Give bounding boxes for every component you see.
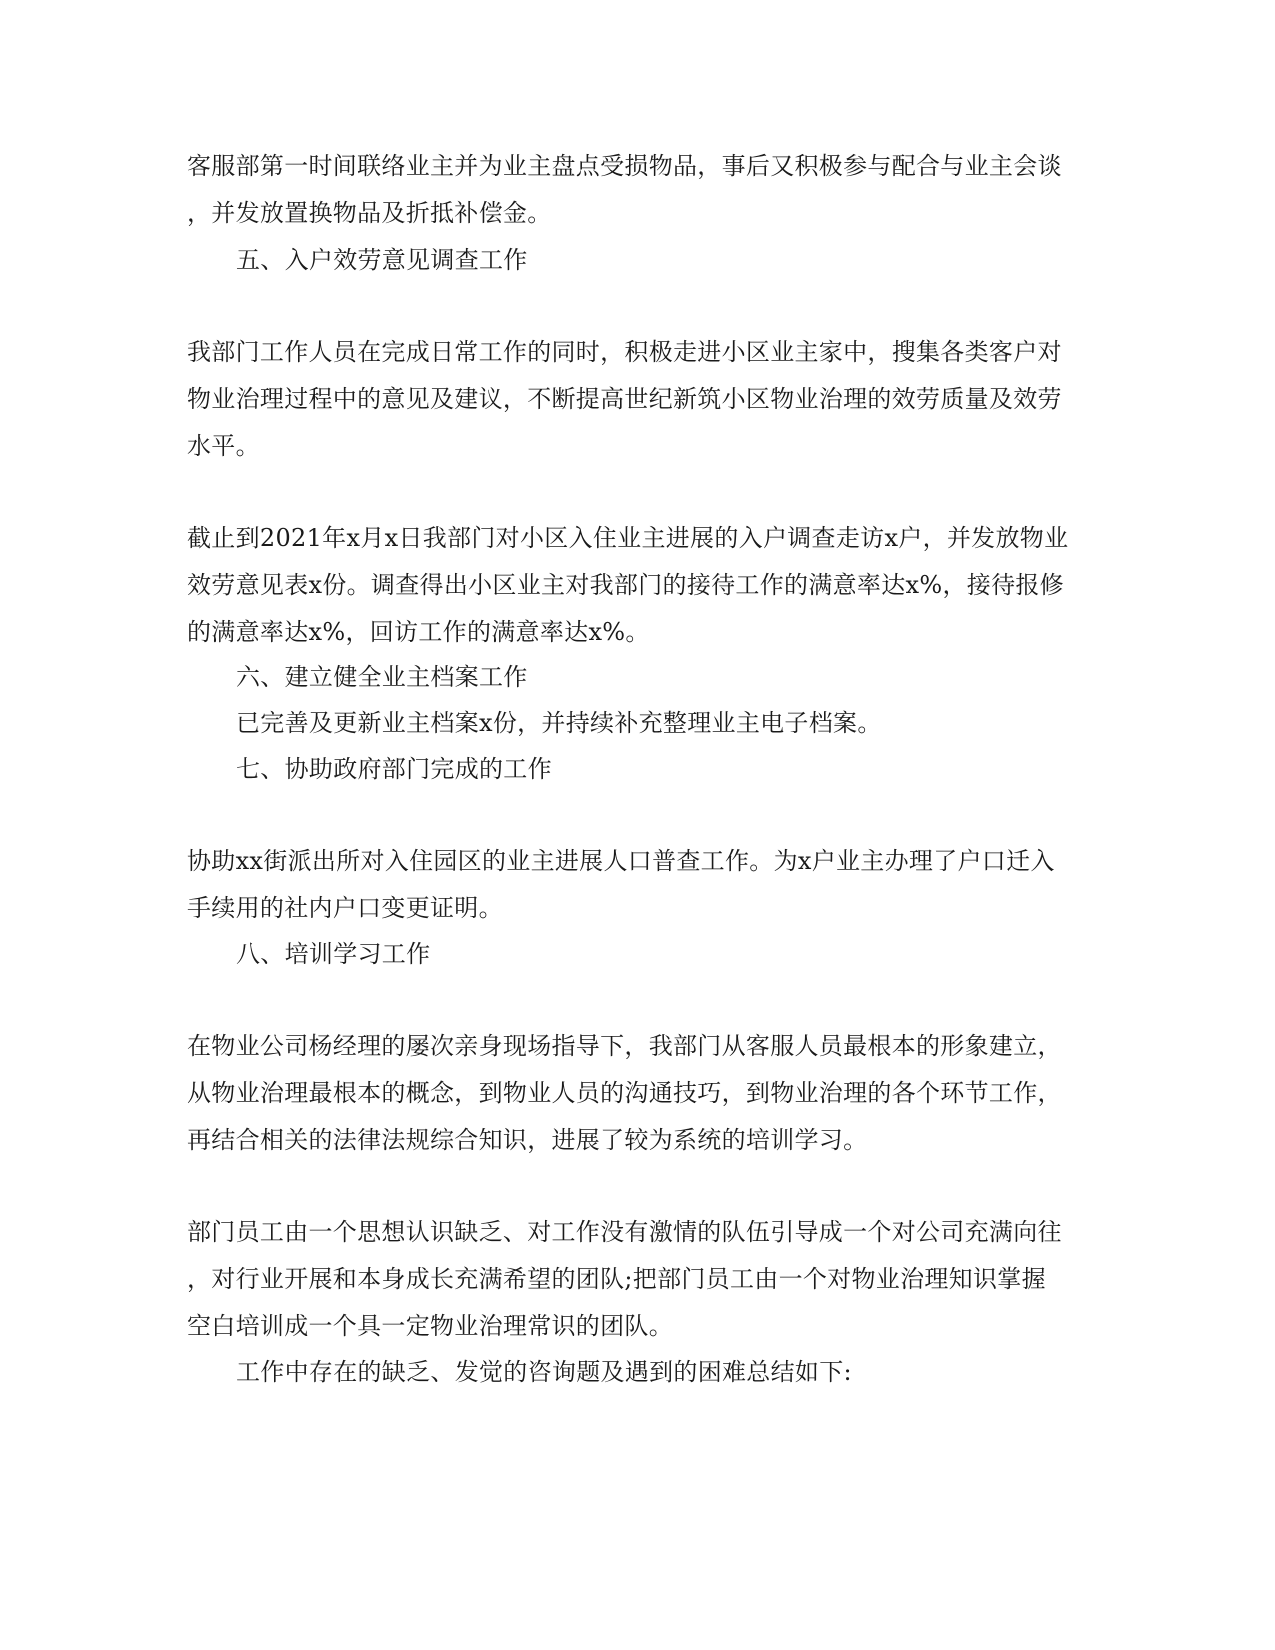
paragraph-line: 截止到2021年x月x日我部门对小区入住业主进展的入户调查走访x户，并发放物业 [187,524,1069,552]
paragraph-line: 效劳意见表x份。调查得出小区业主对我部门的接待工作的满意率达x%，接待报修 [187,571,1064,599]
paragraph-line: 我部门工作人员在完成日常工作的同时，积极走进小区业主家中，搜集各类客户对 [187,338,1062,366]
paragraph-line: 的满意率达x%，回访工作的满意率达x%。 [187,618,650,646]
paragraph-line: 在物业公司杨经理的屡次亲身现场指导下，我部门从客服人员最根本的形象建立， [187,1032,1062,1060]
paragraph-line: 物业治理过程中的意见及建议，不断提高世纪新筑小区物业治理的效劳质量及效劳 [187,385,1062,413]
paragraph-line: 部门员工由一个思想认识缺乏、对工作没有激情的队伍引导成一个对公司充满向往 [187,1218,1062,1246]
paragraph-line: 空白培训成一个具一定物业治理常识的团队。 [187,1312,673,1340]
section-heading: 六、建立健全业主档案工作 [236,663,528,691]
section-heading: 七、协助政府部门完成的工作 [236,755,552,783]
paragraph-line: 从物业治理最根本的概念，到物业人员的沟通技巧，到物业治理的各个环节工作， [187,1079,1062,1107]
paragraph-line: ，对行业开展和本身成长充满希望的团队;把部门员工由一个对物业治理知识掌握 [187,1265,1046,1293]
paragraph-line: ，并发放置换物品及折抵补偿金。 [187,199,552,227]
paragraph-line: 手续用的社内户口变更证明。 [187,894,503,922]
section-heading: 五、入户效劳意见调查工作 [236,246,528,274]
section-heading: 八、培训学习工作 [236,940,431,968]
paragraph-line: 已完善及更新业主档案x份，并持续补充整理业主电子档案。 [236,709,882,737]
paragraph-line: 再结合相关的法律法规综合知识，进展了较为系统的培训学习。 [187,1126,868,1154]
paragraph-line: 工作中存在的缺乏、发觉的咨询题及遇到的困难总结如下: [236,1358,852,1386]
paragraph-line: 客服部第一时间联络业主并为业主盘点受损物品，事后又积极参与配合与业主会谈 [187,152,1062,180]
paragraph-line: 协助xx街派出所对入住园区的业主进展人口普查工作。为x户业主办理了户口迁入 [187,847,1055,875]
paragraph-line: 水平。 [187,432,260,460]
